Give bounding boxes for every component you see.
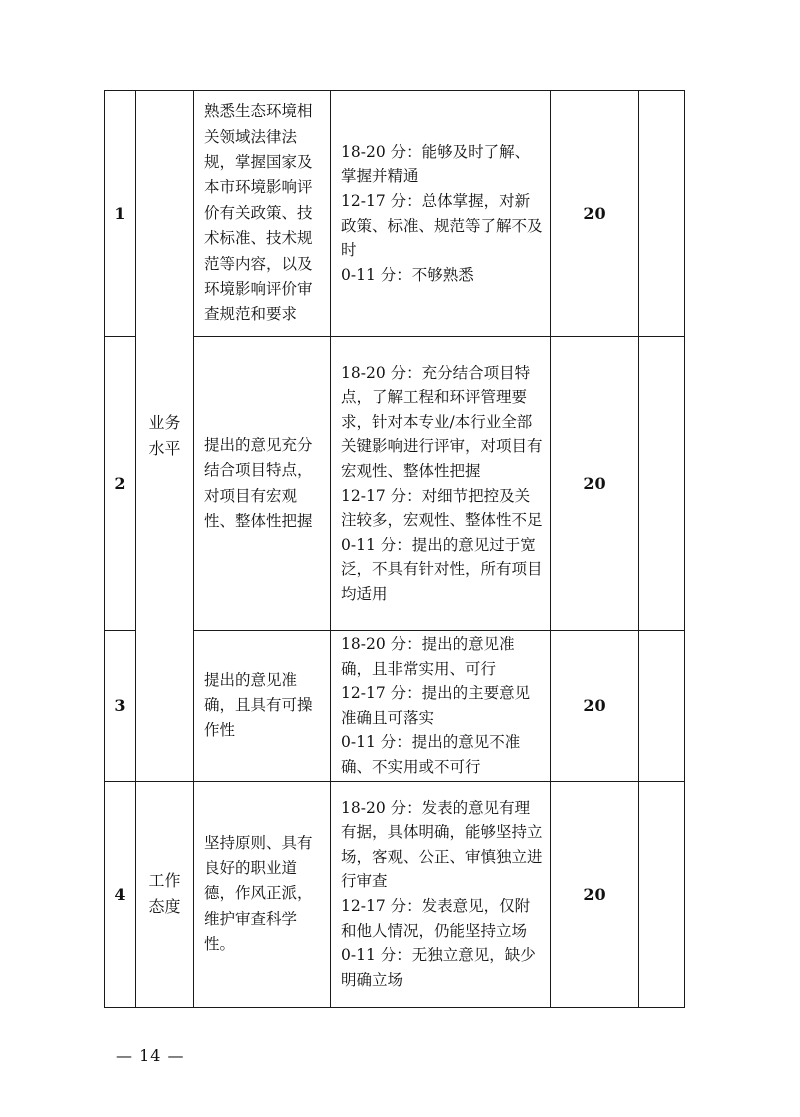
category-cell (136, 781, 194, 1007)
remark-cell (639, 781, 685, 1007)
requirement-cell: 提出的意见准确，且具有可操作性 (194, 631, 331, 782)
table-row (105, 91, 685, 337)
criteria-line: 12-17 分：总体掌握，对新政策、标准、规范等了解不及时 (341, 191, 543, 260)
remark-cell (639, 631, 685, 782)
table-row (105, 781, 685, 1007)
remark-cell (639, 91, 685, 337)
criteria-cell (331, 631, 551, 782)
criteria-line: 12-17 分：对细节把控及关注较多，宏观性、整体性不足 (341, 486, 543, 530)
page-number: — 14 — (116, 1046, 185, 1065)
criteria-line: 18-20 分：提出的意见准确，且非常实用、可行 (341, 635, 515, 678)
criteria-line: 18-20 分：能够及时了解、掌握并精通 (341, 142, 531, 186)
criteria-line: 12-17 分：提出的主要意见准确且可落实 (341, 684, 531, 727)
requirement-cell: 熟悉生态环境相关领域法律法规，掌握国家及本市环境影响评价有关政策、技术标准、技术规范等内容，以及环境影响评价审查规范和要求 (194, 91, 331, 337)
criteria-line: 12-17 分：发表意见，仅附和他人情况，仍能坚持立场 (341, 897, 531, 940)
criteria-line: 18-20 分：充分结合项目特点，了解工程和环评管理要求，针对本专业/本行业全部关键影响进行评审，对项目有宏观性、整体性把握 (341, 363, 543, 480)
criteria-cell (331, 781, 551, 1007)
score-cell: 20 (551, 631, 639, 782)
criteria-line: 0-11 分：提出的意见过于宽泛，不具有针对性，所有项目均适用 (341, 535, 543, 603)
criteria-line: 0-11 分：不够熟悉 (341, 265, 474, 284)
category-cell (136, 91, 194, 782)
criteria-line: 0-11 分：提出的意见不准确、不实用或不可行 (341, 733, 521, 776)
criteria-cell (331, 337, 551, 631)
row-number: 2 (105, 337, 136, 631)
requirement-cell: 坚持原则、具有良好的职业道德，作风正派，维护审查科学性。 (194, 781, 331, 1007)
score-cell: 20 (551, 337, 639, 631)
category-label: 工作态度 (148, 871, 181, 917)
evaluation-table (104, 90, 685, 1008)
criteria-cell (331, 91, 551, 337)
row-number: 4 (105, 781, 136, 1007)
requirement-cell: 提出的意见充分结合项目特点，对项目有宏观性、整体性把握 (194, 337, 331, 631)
score-cell: 20 (551, 781, 639, 1007)
row-number: 1 (105, 91, 136, 337)
category-label: 业务水平 (148, 412, 181, 458)
score-cell: 20 (551, 91, 639, 337)
criteria-line: 18-20 分：发表的意见有理有据，具体明确，能够坚持立场，客观、公正、审慎独立进行审查 (341, 798, 543, 891)
criteria-line: 0-11 分：无独立意见，缺少明确立场 (341, 946, 536, 989)
row-number: 3 (105, 631, 136, 782)
remark-cell (639, 337, 685, 631)
